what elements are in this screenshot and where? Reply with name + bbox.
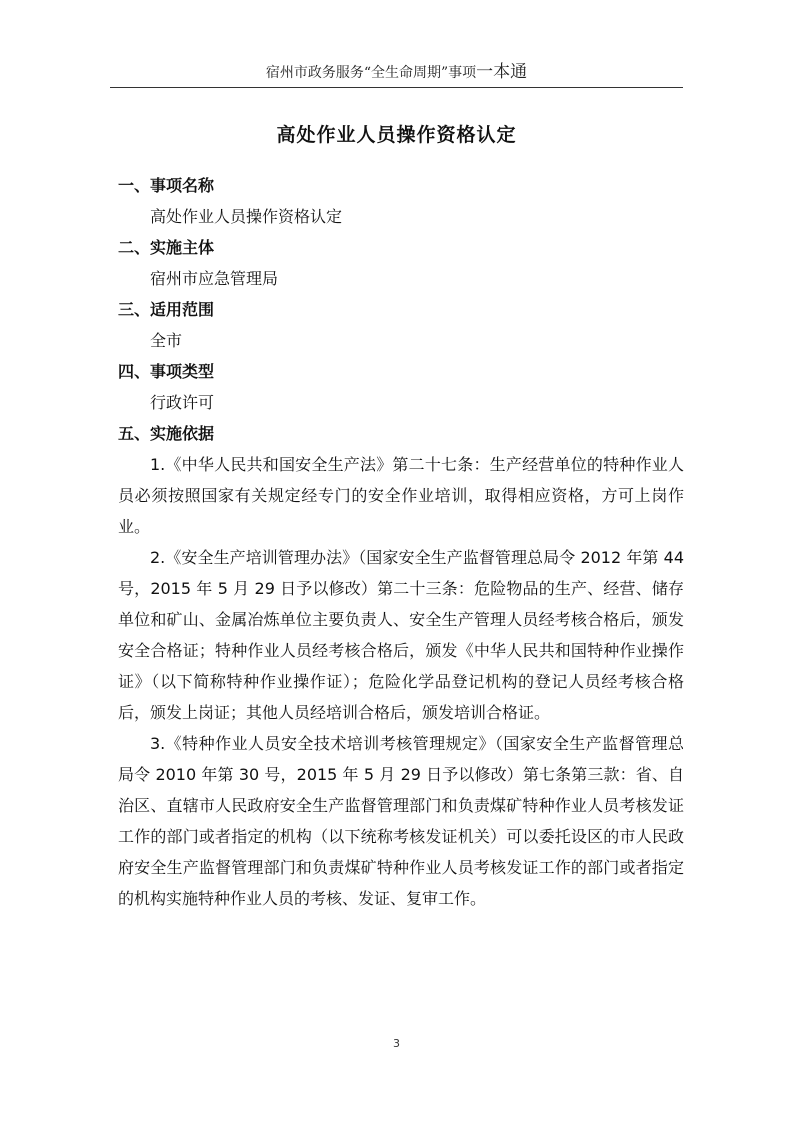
section-heading-basis: 五、实施依据 bbox=[118, 424, 215, 443]
document-title: 高处作业人员操作资格认定 bbox=[276, 124, 517, 146]
section-heading-type: 四、事项类型 bbox=[118, 362, 215, 381]
page-number: 3 bbox=[393, 1037, 400, 1050]
header-rule bbox=[110, 87, 683, 88]
basis-paragraph-1: 1.《中华人民共和国安全生产法》第二十七条：生产经营单位的特种作业人员必须按照国家有关规定经专门的安全作业培训，取得相应资格，方可上岗作业。 bbox=[118, 455, 684, 536]
running-header bbox=[110, 62, 683, 83]
running-header-text: 宿州市政务服务“全生命周期”事项 bbox=[265, 65, 477, 81]
section-heading-authority: 二、实施主体 bbox=[118, 238, 215, 257]
section-heading-scope: 三、适用范围 bbox=[118, 300, 215, 319]
section-value-type: 行政许可 bbox=[150, 393, 215, 412]
basis-paragraph-3: 3.《特种作业人员安全技术培训考核管理规定》（国家安全生产监督管理总局令 2010 年第 30 号，2015 年 5 月 29 日予以修改）第七条第三款：省、自治区、直辖市人民政府安全生产监督管理部门和负责煤矿特种作业人员考核发证工作的部门或者指定的机构（以下统称考核发证机关）可以委托设区的市人民政府安全生产监督管理部门和负责煤矿特种作业人员考核发证工作的部门或者指定的机构实施特种作业人员的考核、发证、复审工作。 bbox=[118, 734, 684, 908]
section-value-name: 高处作业人员操作资格认定 bbox=[150, 207, 343, 226]
running-header-emphasis: 一本通 bbox=[476, 62, 528, 82]
document-body bbox=[118, 170, 684, 914]
basis-paragraph-2: 2.《安全生产培训管理办法》（国家安全生产监督管理总局令 2012 年第 44 号，2015 年 5 月 29 日予以修改）第二十三条：危险物品的生产、经营、储存单位和矿山、金属冶炼单位主要负责人、安全生产管理人员经考核合格后，颁发安全合格证；特种作业人员经考核合格后，颁发《中华人民共和国特种作业操作证》（以下简称特种作业操作证）；危险化学品登记机构的登记人员经考核合格后，颁发上岗证；其他人员经培训合格后，颁发培训合格证。 bbox=[118, 548, 684, 722]
section-value-scope: 全市 bbox=[150, 331, 183, 350]
section-value-authority: 宿州市应急管理局 bbox=[150, 269, 279, 288]
section-heading-name: 一、事项名称 bbox=[118, 176, 215, 195]
